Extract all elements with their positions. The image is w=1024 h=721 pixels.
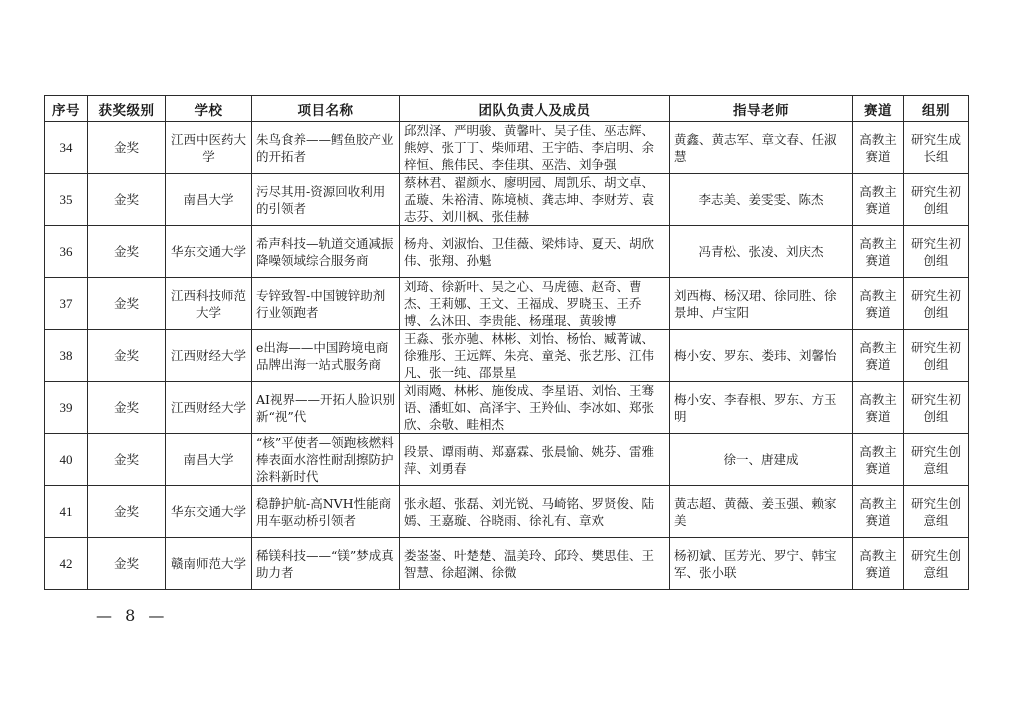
row-members: 段景、谭雨萌、郑嘉霖、张晨愉、姚芬、雷雅萍、刘勇春 xyxy=(400,434,670,486)
row-track: 高教主赛道 xyxy=(853,330,904,382)
row-group: 研究生初创组 xyxy=(904,226,969,278)
row-project: AI视界——开拓人脸识别新“视”代 xyxy=(252,382,400,434)
header-members: 团队负责人及成员 xyxy=(400,96,670,122)
row-project: 希声科技—轨道交通减振降噪领域综合服务商 xyxy=(252,226,400,278)
row-index: 41 xyxy=(45,486,88,538)
header-award-level: 获奖级别 xyxy=(88,96,166,122)
row-school: 赣南师范大学 xyxy=(166,538,252,590)
row-members: 娄崟崟、叶楚楚、温美玲、邱玲、樊思佳、王智慧、徐超渊、徐微 xyxy=(400,538,670,590)
table-row xyxy=(45,122,969,174)
row-award-level: 金奖 xyxy=(88,434,166,486)
table-row xyxy=(45,174,969,226)
row-track: 高教主赛道 xyxy=(853,122,904,174)
row-award-level: 金奖 xyxy=(88,486,166,538)
table-row xyxy=(45,486,969,538)
row-index: 42 xyxy=(45,538,88,590)
row-award-level: 金奖 xyxy=(88,278,166,330)
row-track: 高教主赛道 xyxy=(853,538,904,590)
row-award-level: 金奖 xyxy=(88,174,166,226)
row-track: 高教主赛道 xyxy=(853,486,904,538)
row-advisors: 杨初斌、匡芳光、罗宁、韩宝军、张小联 xyxy=(670,538,853,590)
row-advisors: 黄志超、黄薇、姜玉强、赖家美 xyxy=(670,486,853,538)
row-index: 40 xyxy=(45,434,88,486)
row-school: 江西财经大学 xyxy=(166,382,252,434)
row-advisors: 冯青松、张凌、刘庆杰 xyxy=(670,226,853,278)
row-members: 邱烈泽、严明骏、黄馨叶、吴子佳、巫志辉、熊婷、张丁丁、柴师珺、王宇皓、李启明、余梓恒、熊伟民、李佳琪、巫浩、刘争强 xyxy=(400,122,670,174)
table-row xyxy=(45,382,969,434)
row-members: 蔡林君、翟颜水、廖明园、周凯乐、胡文卓、孟璇、朱裕清、陈境桢、龚志坤、李财芳、袁志芬、刘川枫、张佳赫 xyxy=(400,174,670,226)
table-row xyxy=(45,330,969,382)
header-school: 学校 xyxy=(166,96,252,122)
row-group: 研究生初创组 xyxy=(904,174,969,226)
row-project: e出海——中国跨境电商品牌出海一站式服务商 xyxy=(252,330,400,382)
header-index: 序号 xyxy=(45,96,88,122)
row-group: 研究生成长组 xyxy=(904,122,969,174)
row-index: 35 xyxy=(45,174,88,226)
row-advisors: 李志美、姜雯雯、陈杰 xyxy=(670,174,853,226)
header-project: 项目名称 xyxy=(252,96,400,122)
page-number: — 8 — xyxy=(96,606,169,625)
row-award-level: 金奖 xyxy=(88,330,166,382)
header-track: 赛道 xyxy=(853,96,904,122)
row-school: 南昌大学 xyxy=(166,174,252,226)
row-school: 南昌大学 xyxy=(166,434,252,486)
row-track: 高教主赛道 xyxy=(853,278,904,330)
row-group: 研究生创意组 xyxy=(904,486,969,538)
row-track: 高教主赛道 xyxy=(853,382,904,434)
row-advisors: 梅小安、罗东、娄玮、刘馨怡 xyxy=(670,330,853,382)
header-group: 组别 xyxy=(904,96,969,122)
row-group: 研究生初创组 xyxy=(904,278,969,330)
row-members: 王淼、张亦驰、林彬、刘怡、杨怡、臧菁诚、徐雅彤、王远辉、朱亮、童尧、张艺彤、江伟凡、张一纯、邵景星 xyxy=(400,330,670,382)
row-group: 研究生初创组 xyxy=(904,382,969,434)
row-group: 研究生创意组 xyxy=(904,538,969,590)
row-members: 杨舟、刘淑怡、卫佳薇、梁炜诗、夏天、胡欣伟、张翔、孙魁 xyxy=(400,226,670,278)
row-advisors: 刘西梅、杨汉珺、徐同胜、徐景坤、卢宝阳 xyxy=(670,278,853,330)
row-project: 稳静护航-高NVH性能商用车驱动桥引领者 xyxy=(252,486,400,538)
row-track: 高教主赛道 xyxy=(853,174,904,226)
row-index: 39 xyxy=(45,382,88,434)
row-award-level: 金奖 xyxy=(88,226,166,278)
row-index: 34 xyxy=(45,122,88,174)
table-header-row xyxy=(45,96,969,122)
row-school: 华东交通大学 xyxy=(166,226,252,278)
table-row xyxy=(45,434,969,486)
row-members: 张永超、张磊、刘光锐、马崎铭、罗贤俊、陆嫣、王嘉璇、谷晓雨、徐礼有、章欢 xyxy=(400,486,670,538)
row-members: 刘雨飏、林彬、施俊成、李星语、刘怡、王骞语、潘虹如、高泽宇、王羚仙、李冰如、郑张欣、余敬、畦相杰 xyxy=(400,382,670,434)
row-school: 华东交通大学 xyxy=(166,486,252,538)
row-track: 高教主赛道 xyxy=(853,226,904,278)
award-table xyxy=(44,95,969,590)
row-project: 朱鸟食养——鳕鱼胶产业的开拓者 xyxy=(252,122,400,174)
row-school: 江西科技师范大学 xyxy=(166,278,252,330)
table-row xyxy=(45,538,969,590)
row-group: 研究生创意组 xyxy=(904,434,969,486)
row-project: 专锌致智-中国镀锌助剂行业领跑者 xyxy=(252,278,400,330)
row-index: 36 xyxy=(45,226,88,278)
row-advisors: 梅小安、李春根、罗东、方玉明 xyxy=(670,382,853,434)
row-award-level: 金奖 xyxy=(88,122,166,174)
row-project: 污尽其用-资源回收利用的引领者 xyxy=(252,174,400,226)
row-award-level: 金奖 xyxy=(88,538,166,590)
row-track: 高教主赛道 xyxy=(853,434,904,486)
row-project: “核”平使者—领跑核燃料棒表面水溶性耐刮擦防护涂料新时代 xyxy=(252,434,400,486)
row-school: 江西中医药大学 xyxy=(166,122,252,174)
row-index: 37 xyxy=(45,278,88,330)
row-award-level: 金奖 xyxy=(88,382,166,434)
row-group: 研究生初创组 xyxy=(904,330,969,382)
header-advisors: 指导老师 xyxy=(670,96,853,122)
row-index: 38 xyxy=(45,330,88,382)
row-school: 江西财经大学 xyxy=(166,330,252,382)
row-project: 稀镁科技——“镁”梦成真助力者 xyxy=(252,538,400,590)
row-advisors: 黄鑫、黄志军、章文春、任淑慧 xyxy=(670,122,853,174)
table-row xyxy=(45,278,969,330)
row-members: 刘琦、徐新叶、吴之心、马虎德、赵奇、曹杰、王莉娜、王文、王福成、罗晓玉、王乔博、么沐田、李贵能、杨瑾琨、黄骏博 xyxy=(400,278,670,330)
table-row xyxy=(45,226,969,278)
row-advisors: 徐一、唐建成 xyxy=(670,434,853,486)
